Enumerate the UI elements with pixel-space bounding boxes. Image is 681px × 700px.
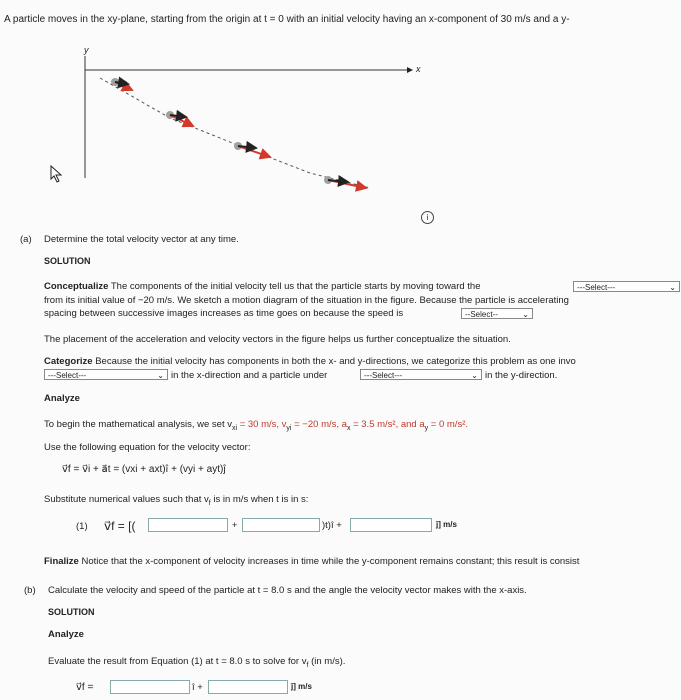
info-icon[interactable]: i [421,211,434,224]
chevron-down-icon: ⌄ [471,371,478,380]
cursor-icon [50,165,64,183]
particle-image-4 [324,176,366,188]
part-b-label: (b) [24,585,36,596]
evaluate-text-2: (in m/s). [311,656,346,667]
eq-lhs-a: v⃗f = [( [104,519,136,533]
evaluate-text: Evaluate the result from Equation (1) at t = 8.0 s to solve for v [48,656,307,667]
finalize-line [44,556,579,567]
eq-lhs-b: v⃗f = [76,682,94,693]
select-x-model-value: ---Select--- [48,371,87,380]
particle-image-3 [234,142,270,157]
conceptualize-text-3: spacing between successive images increases as time goes on because the speed is [44,308,404,319]
select-x-model-dropdown[interactable] [44,369,168,380]
placement-text: The placement of the acceleration and velocity vectors in the figure helps us further conceptualize the situation. [44,334,511,345]
particle-image-2 [166,111,193,126]
part-b-question: Calculate the velocity and speed of the particle at t = 8.0 s and the angle the velocity vector makes with the x-axis. [48,585,527,596]
categorize-mid: in the x-direction and a particle under [171,370,328,381]
vx-initial-input[interactable] [148,518,228,532]
substitute-text: Substitute numerical values such that v [44,494,209,505]
chevron-down-icon: ⌄ [157,371,164,380]
equation-intro: Use the following equation for the velocity vector: [44,442,251,453]
part-a-solution-heading: SOLUTION [44,256,91,266]
categorize-end: in the y-direction. [485,370,558,381]
conceptualize-text-2: from its initial value of −20 m/s. We sketch a motion diagram of the situation in the figure. Because the particle is accelerating [44,295,569,306]
select-direction-dropdown[interactable] [573,281,680,292]
vy-at-8s-input[interactable] [208,680,288,694]
j-unit-b: ĵ] m/s [291,682,312,691]
analyze-values-4: = 0 m/s². [430,419,468,430]
part-b-analyze-label: Analyze [48,629,84,640]
i-plus-text: î + [192,682,203,693]
particle-image-1 [111,78,132,90]
analyze-text: To begin the mathematical analysis, we set v [44,419,232,430]
select-direction-value: ---Select--- [577,283,616,292]
finalize-text: Notice that the x-component of velocity increases in time while the y-component remains constant; this result is consist [81,556,580,567]
analyze-label: Analyze [44,393,80,404]
part-a-label: (a) [20,234,32,245]
velocity-equation: v⃗f = v⃗i + a⃗t = (vxi + axt)î + (vyi + ayt)ĵ [62,464,226,475]
part-a-question: Determine the total velocity vector at any time. [44,234,239,245]
t-i-text: )t)î + [322,520,342,531]
conceptualize-text-1: The components of the initial velocity tell us that the particle starts by moving toward the [110,281,481,292]
analyze-values: = 30 m/s, v [239,419,287,430]
chevron-down-icon: ⌄ [522,310,529,319]
motion-diagram [60,38,460,208]
vy-input[interactable] [350,518,432,532]
ax-input[interactable] [242,518,320,532]
analyze-values-3: = 3.5 m/s², and a [353,419,425,430]
conceptualize-line-1 [44,281,481,292]
select-y-model-dropdown[interactable] [360,369,482,380]
eq-number-1: (1) [76,521,88,532]
problem-intro: A particle moves in the xy-plane, starting from the origin at t = 0 with an initial velocity having an x-component of 30 m/s and a y- [4,14,570,25]
chevron-down-icon: ⌄ [669,283,676,292]
j-unit-a: ĵ] m/s [436,520,457,529]
evaluate-line: Evaluate the result from Equation (1) at t = 8.0 s to solve for $v_f$ (in m/s). [48,656,346,669]
conceptualize-label: Conceptualize [44,281,109,292]
substitute-line: Substitute numerical values such that $v_f$ is in m/s when t is in s: [44,494,309,507]
part-b-solution-heading: SOLUTION [48,607,95,617]
plus-sign: + [232,520,238,530]
analyze-line: To begin the mathematical analysis, we set $v_{xi} = 30$ m/s, $v_{yi} = -20$ m/s, $a_x = 3.5$ m/s², and $a_y = 0$ m/s². [44,419,468,432]
analyze-values-2: = −20 m/s, a [294,419,347,430]
categorize-text: Because the initial velocity has components in both the x- and y-directions, we categorize this problem as one invo [95,356,576,367]
x-axis-label: x [416,64,421,74]
categorize-line [44,356,576,367]
categorize-label: Categorize [44,356,93,367]
y-axis-label: y [84,45,89,55]
select-speed-dropdown[interactable] [461,308,533,319]
vx-at-8s-input[interactable] [110,680,190,694]
substitute-text-2: is in m/s when t is in s: [213,494,309,505]
trajectory-path [100,78,370,188]
finalize-label: Finalize [44,556,79,567]
select-speed-value: --Select-- [465,310,498,319]
select-y-model-value: ---Select--- [364,371,403,380]
